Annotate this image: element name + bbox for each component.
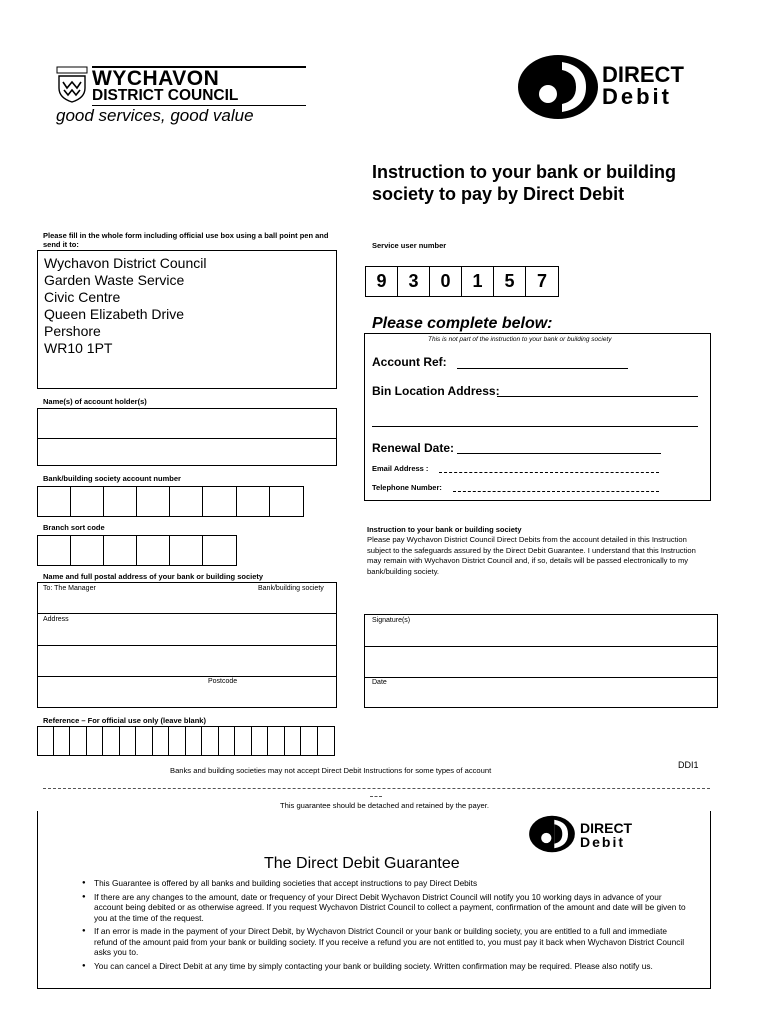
instruction-body: Please pay Wychavon District Council Direct Debits from the account detailed in this Instruction subject to the safeguards assured by the Direct Debit Guarantee. I understand that this Instruction may remain with Wychavon District Council and, if so, details will be passed electronically to my bank/building society. <box>367 535 696 576</box>
renewal-date-field[interactable] <box>457 453 661 454</box>
sort-code-cell[interactable] <box>137 535 170 566</box>
account-number-cell[interactable] <box>137 486 170 517</box>
account-ref-field[interactable] <box>457 368 628 369</box>
sort-code-cell[interactable] <box>37 535 71 566</box>
reference-cell[interactable] <box>87 726 103 756</box>
reference-cell[interactable] <box>120 726 136 756</box>
service-user-digit: 3 <box>398 266 430 297</box>
service-user-digit: 9 <box>365 266 398 297</box>
reference-cell[interactable] <box>301 726 318 756</box>
service-user-number <box>365 266 559 297</box>
account-number-cell[interactable] <box>37 486 71 517</box>
address-line: Garden Waste Service <box>44 272 185 288</box>
service-user-digit: 0 <box>430 266 462 297</box>
service-user-digit: 5 <box>494 266 526 297</box>
direct-debit-symbol-icon <box>528 815 576 853</box>
guarantee-list <box>80 878 690 974</box>
guarantee-dd-line1: DIRECT <box>580 820 633 836</box>
address-line: Pershore <box>44 323 101 339</box>
direct-debit-symbol-icon <box>516 54 600 120</box>
send-to-address-box <box>37 250 337 389</box>
complete-heading: Please complete below: <box>372 315 553 332</box>
guarantee-item: ● You can cancel a Direct Debit at any time by simply contacting your bank or building society. Written confirmation may be required. Please also notify us. <box>80 961 690 972</box>
address-line: Civic Centre <box>44 289 121 305</box>
reference-cell[interactable] <box>202 726 219 756</box>
reference-cell[interactable] <box>235 726 252 756</box>
account-number-cell[interactable] <box>203 486 237 517</box>
bank-society-label: Bank/building society <box>258 585 324 592</box>
sort-code-cell[interactable] <box>170 535 203 566</box>
detach-note: This guarantee should be detached and retained by the payer. <box>280 801 489 810</box>
reference-cell[interactable] <box>252 726 268 756</box>
complete-box: This is not part of the instruction to your bank or building society Account Ref: Bin Location Address: Renewal Date: Email Address : Telephone Number: <box>364 333 711 501</box>
reference-cell[interactable] <box>268 726 285 756</box>
bank-address-label: Name and full postal address of your bank or building society <box>43 572 264 581</box>
council-name-line2: DISTRICT COUNCIL <box>92 87 239 104</box>
fill-instruction: Please fill in the whole form including official use box using a ball point pen and send it to: <box>43 231 329 249</box>
sort-code-cell[interactable] <box>203 535 237 566</box>
postcode-label: Postcode <box>208 678 238 685</box>
service-user-digit: 7 <box>526 266 559 297</box>
account-number-cell[interactable] <box>170 486 203 517</box>
email-label: Email Address : <box>372 464 429 473</box>
reference-cell[interactable] <box>54 726 70 756</box>
reference-cell[interactable] <box>285 726 301 756</box>
account-number-cell[interactable] <box>237 486 270 517</box>
reference-cell[interactable] <box>37 726 54 756</box>
banks-note: Banks and building societies may not accept Direct Debit Instructions for some types of account <box>170 766 492 775</box>
renewal-date-label: Renewal Date: <box>372 441 455 455</box>
telephone-label: Telephone Number: <box>372 483 442 492</box>
telephone-field[interactable] <box>453 491 659 492</box>
bank-address-box[interactable] <box>37 582 337 708</box>
detach-line <box>43 788 710 789</box>
reference-boxes[interactable] <box>37 726 337 756</box>
reference-cell[interactable] <box>219 726 235 756</box>
address-line: WR10 1PT <box>44 340 113 356</box>
service-user-label: Service user number <box>372 241 447 250</box>
reference-cell[interactable] <box>186 726 202 756</box>
signature-box[interactable] <box>364 614 718 708</box>
guarantee-item: ● This Guarantee is offered by all banks and building societies that accept instructions to pay Direct Debits <box>80 878 690 889</box>
service-user-digit: 1 <box>462 266 494 297</box>
bin-location-label: Bin Location Address: <box>372 384 500 398</box>
page-title: Instruction to your bank or building society to pay by Direct Debit <box>372 162 676 204</box>
reference-cell[interactable] <box>169 726 186 756</box>
detach-line-end <box>370 796 382 797</box>
complete-note: This is not part of the instruction to your bank or building society <box>428 336 612 343</box>
direct-debit-line2: Debit <box>602 84 672 109</box>
guarantee-title: The Direct Debit Guarantee <box>264 855 460 872</box>
email-field[interactable] <box>439 472 659 473</box>
account-number-cell[interactable] <box>104 486 137 517</box>
guarantee-dd-line2: Debit <box>580 834 625 850</box>
account-number-boxes[interactable] <box>37 486 304 517</box>
sort-code-cell[interactable] <box>104 535 137 566</box>
to-manager-label: To: The Manager <box>43 585 96 592</box>
reference-cell[interactable] <box>103 726 120 756</box>
reference-cell[interactable] <box>153 726 169 756</box>
date-label: Date <box>372 679 387 686</box>
account-number-label: Bank/building society account number <box>43 474 181 483</box>
sort-code-cell[interactable] <box>71 535 104 566</box>
council-name-line1: WYCHAVON <box>92 67 220 90</box>
guarantee-item: ● If there are any changes to the amount, date or frequency of your Direct Debit Wychavon District Council will notify you 10 working days in advance of your account being debited or as otherwise agreed. If you request Wychavon District Council to collect a payment, confirmation of the amount and date will be given to you at the time of the request. <box>80 892 690 924</box>
guarantee-box <box>37 811 711 989</box>
address-label: Address <box>43 616 69 623</box>
sort-code-boxes[interactable] <box>37 535 237 566</box>
account-ref-label: Account Ref <box>372 355 443 369</box>
reference-cell[interactable] <box>136 726 153 756</box>
account-holders-box[interactable] <box>37 408 337 466</box>
account-number-cell[interactable] <box>270 486 304 517</box>
guarantee-dd-logo <box>528 815 698 855</box>
address-line: Wychavon District Council <box>44 255 207 271</box>
council-tagline: good services, good value <box>56 106 254 125</box>
reference-cell[interactable] <box>70 726 87 756</box>
signature-label: Signature(s) <box>372 617 411 624</box>
reference-cell[interactable] <box>318 726 335 756</box>
reference-label: Reference – For official use only (leave blank) <box>43 716 206 725</box>
bin-location-field[interactable] <box>497 396 698 397</box>
direct-debit-logo <box>516 54 716 120</box>
bin-location-field-2[interactable] <box>372 426 698 427</box>
account-holders-label: Name(s) of account holder(s) <box>43 397 147 406</box>
council-logo <box>56 64 310 126</box>
guarantee-item: ● If an error is made in the payment of your Direct Debit, by Wychavon District Council or your bank or building society, you are entitled to a full and immediate refund of the amount paid from your bank or building society. If you receive a refund you are not entitled to, you must pay it back when Wychavon District Council asks you to. <box>80 926 690 958</box>
instruction-heading: Instruction to your bank or building society <box>367 525 522 534</box>
sort-code-label: Branch sort code <box>43 523 105 532</box>
address-line: Queen Elizabeth Drive <box>44 306 185 322</box>
ddi-code: DDI1 <box>678 760 699 770</box>
council-crest-icon <box>56 66 88 104</box>
direct-debit-line1: DIRECT <box>602 62 684 87</box>
account-number-cell[interactable] <box>71 486 104 517</box>
